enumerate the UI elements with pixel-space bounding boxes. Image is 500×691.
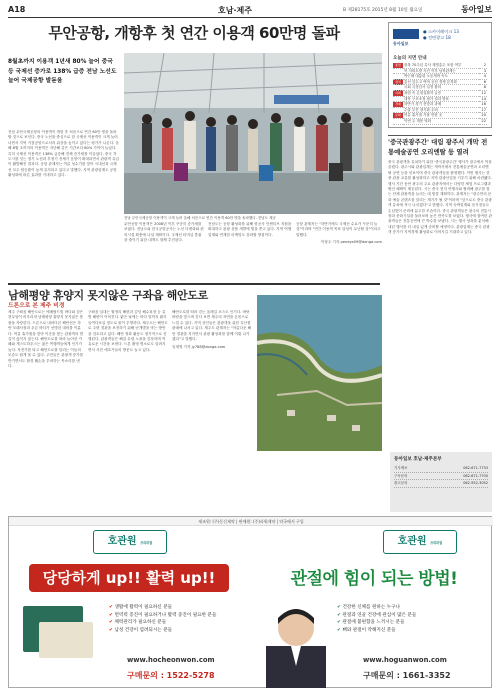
ad-left-panel[interactable] — [9, 526, 249, 688]
contact-table — [394, 465, 488, 488]
ad-check-item — [337, 612, 487, 620]
ad-check-text: 관절에 불편함을 느끼시는 분들 — [342, 620, 405, 626]
ad-check-item — [337, 604, 487, 612]
article-subhead: 8월초까지 이용객 1년새 80% 늘어 중국 등 국제선 증가로 138% 급증 전남 노선도 늘어 국제공항 발돋움 — [8, 59, 117, 84]
ad-check-text: 관절과 연골 건강에 관심이 많은 분들 — [342, 612, 417, 618]
check-icon: ✔ — [337, 605, 343, 610]
check-icon: ✔ — [109, 605, 115, 610]
article-headline: 무안공항, 개항후 첫 연간 이용객 60만명 돌파 — [48, 24, 340, 42]
ad-check-item — [109, 604, 245, 612]
spokesperson-photo — [261, 596, 331, 688]
article-body-col-3: 전남도는 공항 활성화를 위해 항공사 인센티브 지원을 확대하고 관광 상품 개발에 힘을 쏟고 있다. 지역 여행업계와 연계한 마케팅도 강화할 방침이다. — [208, 222, 292, 237]
contact-phone: 062-952-3052 — [427, 480, 488, 488]
index-item-page: 17 — [479, 107, 487, 113]
index-item-page: 16 — [479, 102, 487, 108]
contact-title: 동아일보 호남·제주본부 — [394, 457, 442, 462]
index-logo: 동아일보 — [393, 29, 419, 51]
ad-check-text: 건강한 신체를 원하는 누구나 — [342, 605, 401, 610]
contact-row — [394, 465, 488, 472]
advertisement[interactable] — [8, 516, 492, 688]
index-item-page: 2 — [479, 63, 487, 68]
ad-check-text: 남성 건강이 염려되시는 분들 — [114, 627, 173, 633]
index-category: 종합 — [393, 63, 403, 68]
article-2-body: 중국 관광객을 유치하기 위한 '중국관광주간' 행사가 광주에서 막을 올렸다. 광주시와 관광업계는 개막식에서 전통예술공연과 오리엔탈 공연 등을 선보이며 중국 관광객들을 환영했다. 이번 행사는 한중 관광 교류를 활성화하고 지역 관광산업을 키우기 위해 마련됐다. 행사 기간 동안 광주의 주요 관광지에서는 다양한 체험 프로그램과 할인 혜택이 제공된다. 시는 중국 현지 여행사와 협력해 광주를 찾는 단체 관광객을 늘리는 데 힘쓸 계획이다. 관계자는 "광주만의 문화 예술 콘텐츠를 알리는 계기가 될 것"이라며 "앞으로도 중국 관광객 유치에 적극 나서겠다"고 밝혔다. 지역 숙박업계와 음식점들도 손님맞이 준비에 분주한 모습이다. 중국 관광객들은 광주의 전통시장과 문화시설을 둘러보며 높은 만족도를 보였다. 행사에 참여한 관광객들은 전통공연에 큰 박수를 보냈다. 시는 행사 성과를 분석해 내년 행사를 더 내실 있게 준비할 예정이다. 관광업계는 중국 관광객 증가가 지역경제 활성화로 이어지길 기대하고 있다. — [388, 160, 492, 235]
page-header — [8, 4, 492, 18]
contact-row — [394, 472, 488, 480]
index-item-page: 14 — [479, 96, 487, 102]
index-item-text: 북 지뢰도발 사건 이후 남북관계는 — [403, 68, 479, 74]
article-body-col-4: 공항 관계자는 "하반기에도 국제선 수요가 꾸준히 늘 것"이라며 "연간 이용객 목표 달성이 무난할 것"이라고 말했다. 이형주 기자 peneye09@donga.com — [296, 222, 382, 245]
article-3-body-col-3: 해안도로를 따라 걷는 올레길 코스도 인기다. 바닷바람을 맞으며 걷다 보면 제주의 자연을 온몸으로 느낄 수 있다. 지역 상인들은 관광객을 위한 특산품 판매에 나서고 있다. 제주도 관계자는 "아름다운 해안 경관을 지키면서 관광 활성화를 함께 이뤄 나가겠다"고 말했다. 임재영 기자 jy788@donga.com — [172, 310, 252, 350]
index-item-text: 수출 부진 장기화 우려 — [403, 107, 479, 113]
ad-check-text: 생활에 활력이 필요하신 분들 — [114, 605, 173, 610]
index-item-page: 22 — [479, 118, 487, 124]
index-item-text: 이번 주 개봉 영화 — [403, 118, 479, 124]
product-box-image — [39, 622, 93, 658]
coast-aerial-photo — [257, 295, 382, 451]
ad-left-brand: 호관원 프리미엄 — [93, 530, 167, 554]
index-category: 문화 — [393, 113, 403, 119]
index-item-text: 대학 구조조정 평가 결과 발표 — [403, 96, 479, 102]
index-item-text: 국회 국정감사 일정 합의 — [403, 85, 479, 91]
article-3-subhead: 드론으로 본 제주 비경 — [8, 303, 65, 309]
index-item-page: 6 — [479, 79, 487, 85]
divider — [388, 135, 492, 136]
ad-left-checklist — [109, 604, 245, 634]
ad-left-phone[interactable]: 구매문의 : 1522-5278 — [127, 671, 215, 680]
index-title: 오늘의 지면 안내 — [393, 56, 427, 61]
ad-right-checklist — [337, 604, 487, 634]
issue-date: B 제28175호 2015년 8월 10일 월요일 — [343, 8, 423, 13]
contact-label: 구독문의 — [394, 472, 427, 480]
check-icon: ✔ — [109, 627, 115, 633]
index-category: 사회 — [393, 90, 403, 96]
ad-check-item — [109, 612, 245, 620]
ad-right-brand: 호관원 프리미엄 — [383, 530, 457, 554]
section-title: 호남·제주 — [218, 6, 252, 15]
page-index-box — [388, 22, 492, 128]
contact-row — [394, 480, 488, 488]
contact-phone: 062-671-7733 — [427, 465, 488, 472]
ad-right-phone[interactable]: 구매문의 : 1661-3352 — [363, 671, 451, 680]
article-3-byline: 임재영 기자 jy788@donga.com — [172, 345, 226, 350]
index-item-text: 박근혜 대통령 노동개혁 속도 — [403, 74, 479, 80]
check-icon: ✔ — [337, 627, 343, 633]
airport-photo — [124, 53, 382, 214]
ad-right-panel[interactable] — [253, 526, 493, 688]
ad-check-text: 면역력 증진이 필요하거나 활력 증진이 필요한 분들 — [114, 612, 217, 618]
index-table — [393, 63, 487, 125]
contact-info-box — [390, 452, 492, 512]
index-item-text: 여름 휴가철 가볼 만한 곳 — [403, 113, 479, 119]
contact-label: 기사제보 — [394, 465, 427, 472]
ad-check-item — [109, 619, 245, 627]
ad-check-item — [337, 627, 487, 635]
index-info: ● 스카이레이크 13 ● 전면광고 18 — [423, 29, 459, 40]
index-item-text: 광복 70주년 특사 재벌총수 포함 여부 — [403, 63, 479, 68]
index-row[interactable] — [393, 118, 487, 124]
ad-right-slogan: 관절에 힘이 되는 방법! — [290, 569, 458, 589]
index-item-page: 8 — [479, 85, 487, 91]
jeju-coast-image — [257, 295, 382, 451]
index-item-page: 20 — [479, 113, 487, 119]
article-body-col-2: 무안공항 이용객은 2008년 이후 꾸준히 증가세를 보였다. 전남도와 한국공항공사는 노선 다변화와 편의시설 확충에 나설 계획이다. 국제선 터미널 혼잡을 줄이기 위한 대책도 함께 추진된다. — [124, 222, 204, 243]
ad-check-text: 뼈와 관절이 약해지신 분들 — [342, 627, 396, 633]
index-category: 정치 — [393, 79, 403, 85]
ad-top-strip: 제조원: (주)동신제약 | 판매원: (주)파워제약 | 약국에서 구입 — [9, 517, 493, 526]
index-item-page: 12 — [479, 90, 487, 96]
article-byline: 이형주 기자 peneye09@donga.com — [320, 240, 382, 245]
photo-caption: 전남 무안국제공항 이용객이 크게 늘어 올해 처음으로 연간 이용객 60만 명을 돌파했다. 전남도 제공 — [124, 216, 276, 220]
ad-left-slogan: 당당하게 up!! 활력 up!! — [29, 564, 229, 592]
index-item-text: 총선 앞두고 여야 공천 경쟁 본격화 — [403, 79, 479, 85]
check-icon: ✔ — [109, 612, 115, 618]
article-3-body-col-1: 제주 구좌읍 해안도로는 에메랄드빛 바다와 검은 현무암이 어우러져 남태평양 휴양지 못지않은 풍광을 자랑한다. 드론으로 내려다본 해안선은 하얀 모래사장과 푸른 바다가 선명한 대비를 이룬다. 여름 휴가철을 맞아 이곳을 찾는 관광객의 발길이 끊이지 않는다. 해안도로를 따라 늘어선 카페와 게스트하우스는 젊은 여행객들에게 인기가 높다. 자전거를 타고 해안도로를 달리는 이들의 모습도 쉽게 볼 수 있다. 주민들은 관광객 증가를 반기면서도 환경 훼손을 우려하는 목소리를 낸다. — [8, 310, 84, 369]
check-icon: ✔ — [337, 620, 343, 626]
ad-right-url[interactable]: www.hoguanwon.com — [363, 656, 447, 664]
article-3-headline: 남해평양 휴양지 못지않은 구좌읍 해안도로 — [8, 283, 380, 303]
index-item-text: 하반기 경기 전망과 과제 — [403, 102, 479, 108]
contact-phone: 062-671-7700 — [427, 472, 488, 480]
ad-check-item — [109, 627, 245, 635]
page-number: A18 — [8, 5, 26, 14]
check-icon: ✔ — [337, 612, 343, 618]
ad-left-url[interactable]: www.hocheonwon.com — [127, 656, 215, 664]
publisher-logo: 동아일보 — [461, 4, 492, 14]
index-item-page: 4 — [479, 74, 487, 80]
index-category — [393, 118, 403, 124]
article-2-headline: '중국관광주간' 대림 광주서 개막 전통예술공연 오리엔탈 등 열려 — [388, 138, 488, 156]
index-item-text: 폭염 속 온열질환자 급증 — [403, 90, 479, 96]
index-item-page: 3 — [479, 68, 487, 74]
ad-check-item — [337, 619, 487, 627]
index-category: 경제 — [393, 102, 403, 108]
article-3-body-col-2: 구좌읍 일대는 월정리 해변과 김녕 해수욕장 등 유명 해변이 이어진다. 맑은 날에는 바다 밑까지 훤히 들여다보일 정도로 물이 투명하다. 제주도는 해안도로 주변 경관을 보전하기 위해 난개발을 막는 방안을 검토하고 있다. 해안 정화 활동도 정기적으로 진행된다. 관광객들은 해질 무렵 노을을 감상하며 여유로운 시간을 보낸다. 드론 촬영 명소로도 알려지면서 사진 애호가들의 방문도 늘고 있다. — [88, 310, 168, 352]
ad-check-text: 체력관리가 필요하신 분들 — [114, 620, 167, 626]
contact-label: 광고문의 — [394, 480, 427, 488]
airport-terminal-image — [124, 53, 382, 214]
article-body-col-1: 전남 무안국제공항의 이용객이 개항 후 처음으로 연간 60만 명을 돌파할 것으로 보인다. 중국 노선을 중심으로 한 국제선 이용객이 크게 늘어나면서 지역 거점공항으로서의 위상을 높이고 있다는 평가가 나온다. 올해 8월 초까지의 이용객은 지난해 같은 기간보다 80% 가까이 늘었다. 특히 국제선 이용객은 138% 급증해 전체 증가세를 이끌었다. 중국 각 도시를 잇는 정기 노선과 부정기 전세기 운항이 확대되면서 관광객 유입이 활발해진 결과다. 공항 관계자는 여름 성수기를 맞아 국내선과 국제선 모두 탑승률이 높게 유지되고 있다고 말했다. 지역 관광업계도 공항 활성화에 따른 효과를 기대하고 있다. — [8, 130, 119, 178]
check-icon: ✔ — [109, 620, 115, 626]
